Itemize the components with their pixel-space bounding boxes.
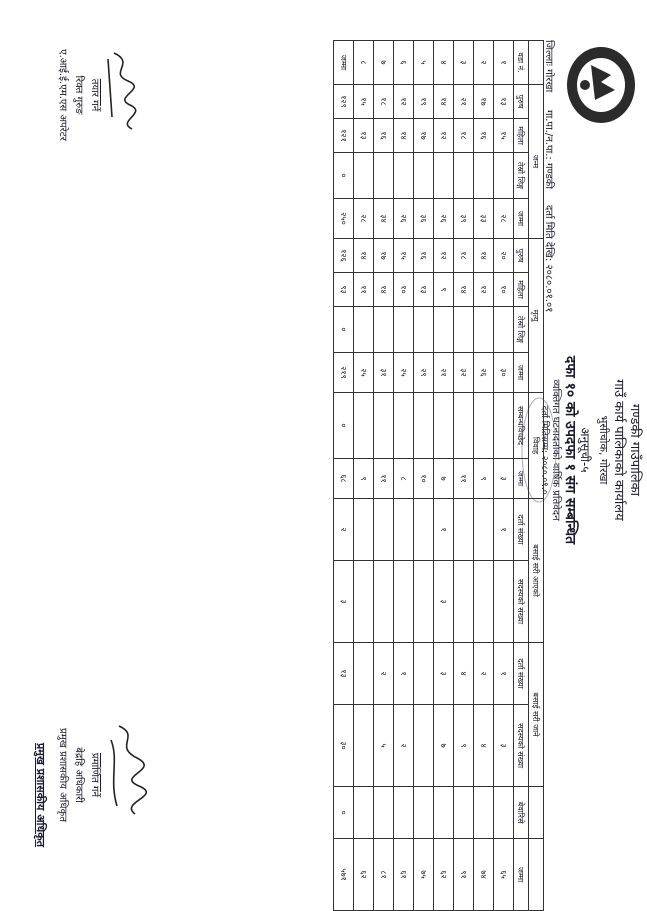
table-cell: १३ [354, 119, 374, 153]
municipality-name: गण्डकी गाउँपालिका [627, 403, 642, 497]
table-cell [494, 561, 514, 643]
table-row [454, 41, 474, 911]
table-cell: १२ [434, 239, 454, 273]
blank-cell [529, 787, 544, 839]
table-cell: २ [394, 705, 414, 787]
table-cell: ३ [494, 459, 514, 499]
table-cell: ९ [474, 459, 494, 499]
table-cell: १४ [454, 273, 474, 307]
table-cell: १४ [394, 119, 414, 153]
table-row [434, 41, 454, 911]
period-label: दर्ता मितिसम्म: २०८०.०९.० [539, 405, 549, 495]
table-cell: ४ [454, 643, 474, 705]
ward-number-cell: ६ [394, 41, 414, 85]
table-cell: २१ [454, 85, 474, 119]
total-cell: ६८ [334, 459, 354, 499]
table-cell: ९ [454, 705, 474, 787]
office-name: गाउँ कार्य पालिकाको कार्यालय [611, 379, 626, 521]
verified-title: प्रमुख प्रशासकीय अधिकृत [57, 728, 68, 822]
table-cell: १८ [454, 239, 474, 273]
table-body [354, 41, 514, 911]
table-cell: ३ [434, 643, 454, 705]
table-cell [454, 393, 474, 459]
table-cell: १२ [434, 119, 454, 153]
ward-number-cell: ३ [454, 41, 474, 85]
table-cell: ६२ [434, 839, 454, 911]
verified-block [54, 715, 102, 835]
table-cell [454, 153, 474, 199]
table-cell: १ [494, 499, 514, 561]
table-cell [434, 307, 454, 353]
table-cell: १० [394, 273, 414, 307]
total-cell: ० [334, 307, 354, 353]
total-cell: ० [334, 153, 354, 199]
table-cell: १८ [454, 119, 474, 153]
table-cell [454, 307, 474, 353]
table-cell: १७ [374, 239, 394, 273]
table-cell: २१ [434, 353, 454, 393]
table-cell: ९ [354, 459, 374, 499]
ward-number-cell: २ [474, 41, 494, 85]
table-cell: ८ [394, 459, 414, 499]
event-registration-table [333, 40, 544, 911]
table-cell: १५ [394, 239, 414, 273]
column-header: जम्मा [514, 459, 529, 499]
table-cell: १३ [414, 273, 434, 307]
verified-name: बेद्रहि अधिकारी [73, 747, 84, 803]
table-cell: १२ [474, 273, 494, 307]
table-cell [354, 499, 374, 561]
birth-group-header: जन्म [529, 85, 544, 239]
table-cell: २६ [394, 199, 414, 239]
table-cell [394, 153, 414, 199]
table-cell: ३९ [454, 199, 474, 239]
ward-number-cell: ७ [374, 41, 394, 85]
group-header-row [529, 41, 544, 911]
table-cell: १७ [414, 119, 434, 153]
table-row [494, 41, 514, 911]
ward-number-cell: ८ [354, 41, 374, 85]
prepared-name: रिक्त गुरुङ [73, 75, 84, 115]
verifier-signature [105, 720, 149, 820]
annex-label: अनुसूची-५ [578, 427, 592, 473]
table-cell [474, 307, 494, 353]
table-cell: २९ [414, 353, 434, 393]
table-cell: ३१ [374, 353, 394, 393]
table-cell: ९ [434, 273, 454, 307]
table-cell [374, 499, 394, 561]
table-cell: ११ [354, 273, 374, 307]
table-cell: २ [374, 643, 394, 705]
column-header: दर्ता संख्या [514, 643, 529, 705]
column-header: दर्ता संख्या [514, 499, 529, 561]
district-label: जिल्लाः गोरखा [543, 40, 554, 93]
total-label-cell: जम्मा [334, 41, 354, 85]
table-cell [494, 307, 514, 353]
blank-cell [529, 839, 544, 911]
column-header: जम्मा [514, 839, 529, 911]
section-heading: दफा १० को उपदफा १ संग सम्बन्धित [562, 355, 578, 545]
ward-number-cell: ४ [434, 41, 454, 85]
table-cell: ६५ [494, 839, 514, 911]
table-cell [414, 307, 434, 353]
table-cell: १८ [374, 85, 394, 119]
table-cell: २६ [474, 353, 494, 393]
table-cell [454, 499, 474, 561]
table-cell [374, 307, 394, 353]
table-cell: १५ [494, 119, 514, 153]
table-row [374, 41, 394, 911]
total-cell: ९३ [334, 273, 354, 307]
column-header: महिला [514, 119, 529, 153]
table-cell [374, 561, 394, 643]
table-cell: ३० [494, 353, 514, 393]
column-header: जम्मा [514, 353, 529, 393]
table-cell: २६ [434, 199, 454, 239]
table-cell: ३२ [454, 353, 474, 393]
total-cell: ३० [334, 705, 354, 787]
prepared-block [54, 40, 102, 150]
table-cell [394, 787, 414, 839]
table-cell [354, 393, 374, 459]
table-cell [414, 705, 434, 787]
column-header: तेस्रो लिङ्ग [514, 153, 529, 199]
table-cell: ७ [434, 705, 454, 787]
table-cell: ९१ [454, 839, 474, 911]
table-cell [354, 787, 374, 839]
table-cell [394, 393, 414, 459]
table-cell [494, 787, 514, 839]
table-cell: १० [494, 273, 514, 307]
table-cell [474, 153, 494, 199]
column-header: बेवारिसे [514, 787, 529, 839]
table-cell [354, 307, 374, 353]
table-cell: २८ [354, 199, 374, 239]
table-cell: २५ [394, 353, 414, 393]
total-cell: ३ [334, 561, 354, 643]
table-cell: २ [474, 643, 494, 705]
office-address: भुसीचोक, गोरखा [597, 415, 610, 485]
column-header: सदस्यको संख्या [514, 561, 529, 643]
table-cell [394, 499, 414, 561]
migration-in-group-header: बसाई सरी आएको [529, 499, 544, 643]
total-cell: १२९ [334, 85, 354, 119]
table-cell: १५ [354, 85, 374, 119]
table-cell [434, 787, 454, 839]
table-cell: ५ [374, 705, 394, 787]
table-cell: ३३ [474, 199, 494, 239]
table-row [354, 41, 374, 911]
column-header: सदस्यको संख्या [514, 705, 529, 787]
emblem-logo [561, 40, 641, 130]
table-cell: २५ [354, 353, 374, 393]
table-cell [354, 561, 374, 643]
total-cell: ५७१ [334, 839, 354, 911]
table-cell: ६१ [394, 839, 414, 911]
table-cell: १६ [374, 119, 394, 153]
column-header: पुरुष [514, 85, 529, 119]
column-header: जम्मा [514, 199, 529, 239]
table-cell: ४ [474, 705, 494, 787]
table-cell: ६२ [354, 839, 374, 911]
table-cell [434, 393, 454, 459]
prepared-label: तयार गर्ने [89, 78, 100, 112]
verified-label: प्रमाणित गर्ने [89, 752, 100, 798]
table-cell: १३ [494, 85, 514, 119]
ward-number-cell: १ [494, 41, 514, 85]
table-cell: २० [494, 239, 514, 273]
table-cell [394, 307, 414, 353]
table-cell [474, 787, 494, 839]
table-cell: ११ [454, 459, 474, 499]
migration-out-group-header: बसाई सरी जाने [529, 643, 544, 787]
table-cell: १४ [434, 85, 454, 119]
total-cell: २५० [334, 199, 354, 239]
table-cell: १४ [474, 239, 494, 273]
total-cell: २ [334, 499, 354, 561]
table-cell [354, 705, 374, 787]
table-cell: १४ [354, 239, 374, 273]
table-cell [494, 153, 514, 199]
table-cell [354, 643, 374, 705]
table-cell: ३ [494, 705, 514, 787]
table-cell: ७४ [474, 839, 494, 911]
preparer-signature [102, 45, 142, 135]
table-cell: ३ [434, 561, 454, 643]
table-cell [374, 393, 394, 459]
death-group-header: मृत्यु [529, 239, 544, 393]
table-cell [414, 499, 434, 561]
table-cell: १४ [374, 273, 394, 307]
column-header: पुरुष [514, 239, 529, 273]
table-cell [454, 787, 474, 839]
table-cell: १७ [474, 85, 494, 119]
table-cell: १६ [414, 239, 434, 273]
table-cell: ८१ [374, 839, 394, 911]
table-cell: १० [414, 459, 434, 499]
blank-cell [529, 41, 544, 85]
table-cell [434, 153, 454, 199]
prepared-title: ए.आई.ई.एम.एस अपरेटर [57, 49, 68, 141]
table-row [474, 41, 494, 911]
table-cell: ७५ [414, 839, 434, 911]
total-cell: १३ [334, 643, 354, 705]
table-cell [474, 499, 494, 561]
table-cell: ३४ [374, 199, 394, 239]
total-cell: २१९ [334, 353, 354, 393]
table-cell [354, 153, 374, 199]
table-cell: १२ [394, 85, 414, 119]
column-header-row [514, 41, 529, 911]
table-cell [414, 393, 434, 459]
total-cell: ० [334, 787, 354, 839]
table-cell: ३६ [414, 199, 434, 239]
table-row [394, 41, 414, 911]
table-cell [474, 561, 494, 643]
table-cell [414, 561, 434, 643]
table-cell [414, 643, 434, 705]
total-cell: १२१ [334, 119, 354, 153]
municipality-label: गा.पा./न.पा.: गण्डकी [543, 110, 554, 189]
table-cell: १ [394, 643, 414, 705]
table-cell [414, 153, 434, 199]
table-cell: १६ [474, 119, 494, 153]
report-title: व्यक्तिगत घटनादर्ताको वार्षिक प्रतिवेदन [550, 379, 561, 521]
table-cell: १ [494, 643, 514, 705]
table-cell: ७ [434, 459, 454, 499]
table-cell: ११ [374, 459, 394, 499]
table-cell [494, 393, 514, 459]
column-header: सम्बन्धविच्छेद [514, 393, 529, 459]
table-cell: १ [434, 499, 454, 561]
column-header: तेस्रो लिङ्ग [514, 307, 529, 353]
table-cell [474, 393, 494, 459]
total-cell: ० [334, 393, 354, 459]
table-cell: १९ [414, 85, 434, 119]
table-cell: २८ [494, 199, 514, 239]
from-date-label: दर्ता मिति देखि: २०८०.०१.०१ [543, 205, 554, 313]
table-cell [374, 787, 394, 839]
column-header: वडा नं. [514, 41, 529, 85]
total-cell: १२६ [334, 239, 354, 273]
total-row [334, 41, 354, 911]
table-cell [454, 561, 474, 643]
table-cell [394, 561, 414, 643]
office-title: प्रमुख प्रशासकीय अधिकृत [34, 743, 47, 847]
column-header: महिला [514, 273, 529, 307]
table-cell [374, 153, 394, 199]
marriage-group-header: विवाह [529, 393, 544, 499]
table-cell [414, 787, 434, 839]
ward-number-cell: ५ [414, 41, 434, 85]
table-row [414, 41, 434, 911]
